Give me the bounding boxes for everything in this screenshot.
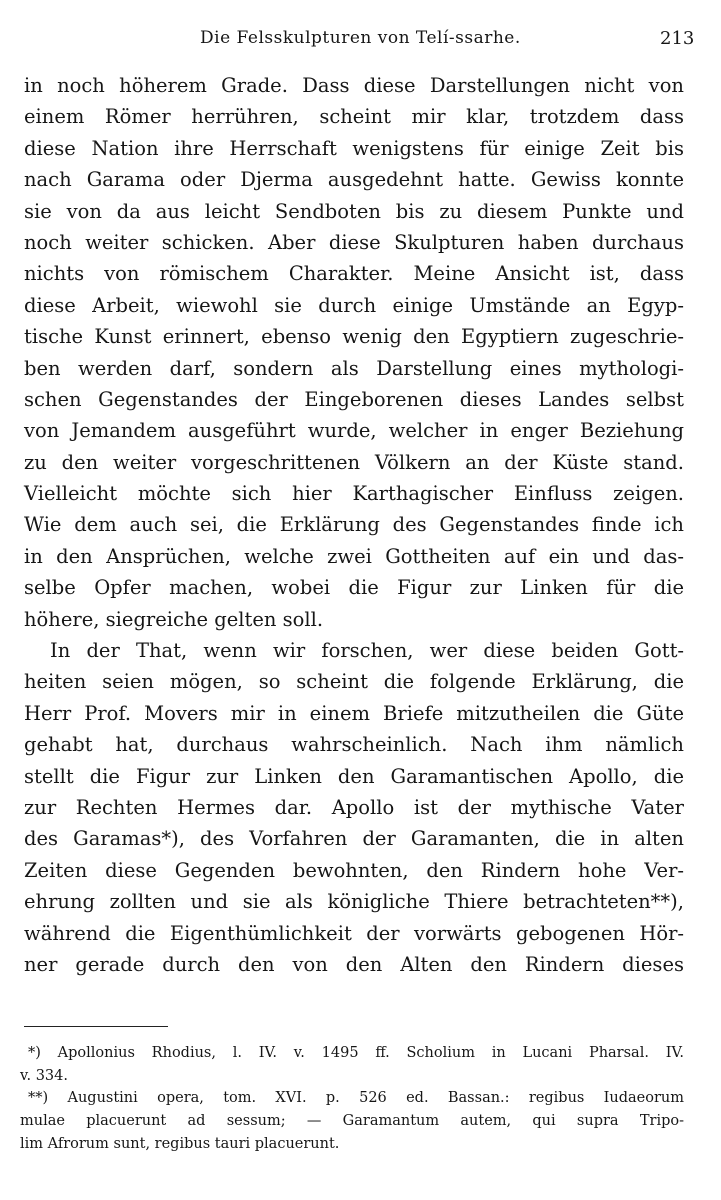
text-line: zur Rechten Hermes dar. Apollo ist der mythische Vater xyxy=(24,795,684,819)
text-line: während die Eigenthümlichkeit der vorwärts gebogenen Hör- xyxy=(24,921,684,945)
text-line: Wie dem auch sei, die Erklärung des Gegenstandes finde ich xyxy=(24,513,684,537)
paragraph-start-line: In der That, wenn wir forschen, wer diese beiden Gott- xyxy=(50,639,684,663)
footnotes xyxy=(20,1042,684,1155)
text-line: ben werden darf, sondern als Darstellung eines mythologi- xyxy=(24,356,684,380)
text-line: in den Ansprüchen, welche zwei Gottheiten auf ein und das- xyxy=(24,544,684,568)
text-line: noch weiter schicken. Aber diese Skulpturen haben durchaus xyxy=(24,230,684,254)
text-line: einem Römer herrühren, scheint mir klar, trotzdem dass xyxy=(24,105,684,129)
text-line: nach Garama oder Djerma ausgedehnt hatte. Gewiss konnte xyxy=(24,168,684,192)
body-text xyxy=(24,70,684,980)
text-line: Zeiten diese Gegenden bewohnten, den Rindern hohe Ver- xyxy=(24,858,684,882)
text-line: zu den weiter vorgeschrittenen Völkern an der Küste stand. xyxy=(24,450,684,474)
footnote-line: v. 334. xyxy=(20,1067,68,1084)
text-line: gehabt hat, durchaus wahrscheinlich. Nach ihm nämlich xyxy=(24,733,684,757)
text-line: sie von da aus leicht Sendboten bis zu diesem Punkte und xyxy=(24,199,684,223)
paragraph-end-line: höhere, siegreiche gelten soll. xyxy=(24,607,324,631)
text-line: selbe Opfer machen, wobei die Figur zur Linken für die xyxy=(24,576,684,600)
page-number: 213 xyxy=(660,28,695,49)
text-line: heiten seien mögen, so scheint die folgende Erklärung, die xyxy=(24,670,684,694)
text-line: ehrung zollten und sie als königliche Thiere betrachteten**), xyxy=(24,890,684,914)
text-line: diese Arbeit, wiewohl sie durch einige Umstände an Egyp- xyxy=(24,293,684,317)
text-line: Vielleicht möchte sich hier Karthagischer Einfluss zeigen. xyxy=(24,482,684,506)
footnote-line: **) Augustini opera, tom. XVI. p. 526 ed. Bassan.: regibus Iudaeorum xyxy=(28,1090,684,1107)
text-line: diese Nation ihre Herrschaft wenigstens für einige Zeit bis xyxy=(24,136,684,160)
footnote-divider xyxy=(24,1026,168,1027)
text-line: des Garamas*), des Vorfahren der Garamanten, die in alten xyxy=(24,827,684,851)
running-title: Die Felsskulpturen von Telí-ssarhe. xyxy=(200,28,521,48)
text-line: ner gerade durch den von den Alten den Rindern dieses xyxy=(24,952,684,976)
text-line: von Jemandem ausgeführt wurde, welcher in enger Beziehung xyxy=(24,419,684,443)
text-line: schen Gegenstandes der Eingeborenen dieses Landes selbst xyxy=(24,387,684,411)
footnote-line: *) Apollonius Rhodius, l. IV. v. 1495 ff. Scholium in Lucani Pharsal. IV. xyxy=(28,1045,684,1061)
running-head xyxy=(0,24,721,56)
footnote-line: lim Afrorum sunt, regibus tauri placuerunt. xyxy=(20,1135,340,1152)
text-line: tische Kunst erinnert, ebenso wenig den Egyptiern zugeschrie- xyxy=(24,325,684,349)
text-line: nichts von römischem Charakter. Meine Ansicht ist, dass xyxy=(24,262,684,286)
text-line: in noch höherem Grade. Dass diese Darstellungen nicht von xyxy=(24,74,684,97)
footnote-line: mulae placuerunt ad sessum; — Garamantum autem, qui supra Tripo- xyxy=(20,1113,684,1130)
text-line: Herr Prof. Movers mir in einem Briefe mitzutheilen die Güte xyxy=(24,701,684,725)
text-line: stellt die Figur zur Linken den Garamantischen Apollo, die xyxy=(24,764,684,788)
